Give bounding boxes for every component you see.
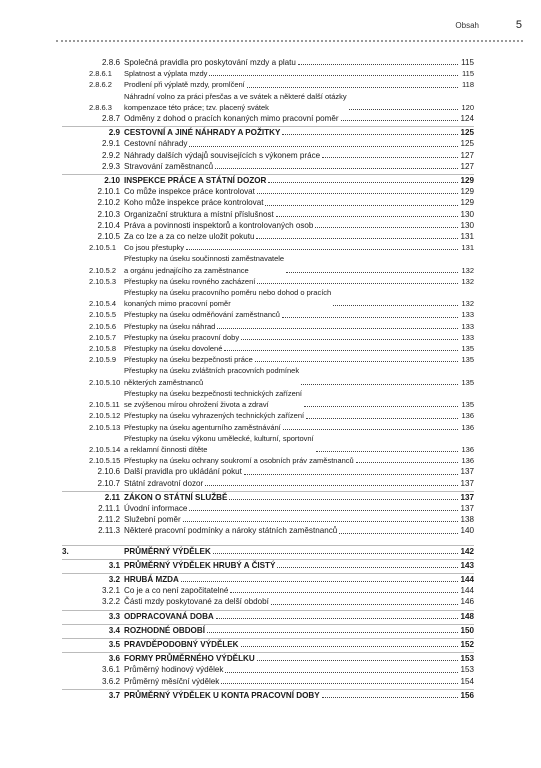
toc-entry-number: 2.9.1 xyxy=(101,139,120,149)
toc-entry-title-line: Přestupky na úseku zvláštních pracovních podmínek xyxy=(124,366,300,376)
toc-entry-title-line: Co je a co není započitatelné xyxy=(124,586,229,596)
toc-entry-page: 154 xyxy=(460,676,474,686)
toc-entry-title xyxy=(124,113,460,124)
toc-entry[interactable] xyxy=(62,276,474,287)
toc-entry[interactable] xyxy=(62,525,474,536)
toc-entry-number: 2.10.5.2 xyxy=(89,265,117,275)
toc-entry-number: 2.11 xyxy=(104,492,120,502)
toc-entry-title xyxy=(124,525,460,536)
toc-entry-page: 144 xyxy=(460,574,474,584)
dot-leader xyxy=(244,474,458,475)
toc-entry-title-line: Přestupky na úseku rovného zacházení xyxy=(124,276,256,286)
dot-leader xyxy=(181,581,458,582)
dot-leader xyxy=(215,168,458,169)
toc-entry-number: 2.10 xyxy=(104,176,120,186)
toc-entry-page: 138 xyxy=(460,515,474,525)
dot-leader xyxy=(301,384,458,385)
toc-entry[interactable] xyxy=(62,113,474,124)
toc-entry-number: 3. xyxy=(62,546,69,556)
toc-entry-page: 136 xyxy=(461,411,474,421)
toc-entry[interactable] xyxy=(62,186,474,197)
toc-entry-title xyxy=(124,365,460,387)
toc-entry-title xyxy=(124,455,460,466)
toc-entry-page: 127 xyxy=(460,161,474,171)
toc-entry-title-line: ODPRACOVANÁ DOBA xyxy=(124,611,214,621)
toc-entry-title-line: Státní zdravotní dozor xyxy=(124,478,204,488)
toc-entry[interactable] xyxy=(62,559,474,571)
toc-entry[interactable] xyxy=(62,332,474,343)
toc-entry-title-line: Přestupky na úseku pracovního poměru nebo dohod o pracích xyxy=(124,288,332,298)
toc-entry-title xyxy=(124,242,460,253)
toc-entry[interactable] xyxy=(62,573,474,585)
toc-entry-page: 115 xyxy=(461,58,474,67)
toc-entry[interactable] xyxy=(62,138,474,149)
toc-entry-number: 3.3 xyxy=(108,611,120,621)
toc-entry-number: 3.2.1 xyxy=(101,586,120,596)
toc-entry-title-line: Koho může inspekce práce kontrolovat xyxy=(124,198,264,208)
toc-entry-title xyxy=(124,690,460,701)
toc-entry-number: 2.10.5.15 xyxy=(89,456,121,466)
toc-entry-title xyxy=(124,560,460,571)
toc-entry[interactable] xyxy=(62,652,474,664)
toc-entry-page: 136 xyxy=(461,422,474,432)
dot-leader xyxy=(322,157,458,158)
dot-leader xyxy=(255,361,458,362)
dot-leader xyxy=(286,272,458,273)
toc-entry-title-line: HRUBÁ MZDA xyxy=(124,574,179,584)
toc-entry-title xyxy=(124,197,460,208)
toc-entry-title xyxy=(124,388,460,410)
toc-entry-page: 135 xyxy=(461,400,474,410)
dot-leader xyxy=(333,305,458,306)
toc-entry-title-line: Průměrný hodinový výdělek xyxy=(124,665,224,675)
dot-leader xyxy=(341,120,458,121)
toc-entry-title xyxy=(124,231,460,242)
toc-entry-number: 2.11.1 xyxy=(98,503,120,513)
toc-entry-page: 153 xyxy=(460,654,474,664)
dot-leader xyxy=(189,146,458,147)
toc-entry-title xyxy=(124,253,460,275)
toc-entry-page: 130 xyxy=(460,220,474,230)
toc-entry-title xyxy=(124,653,460,664)
toc-entry-title-line: Stravování zaměstnanců xyxy=(124,161,214,171)
toc-entry-title-line: ROZHODNÉ OBDOBÍ xyxy=(124,625,205,635)
toc-entry[interactable] xyxy=(62,150,474,161)
toc-entry-title xyxy=(124,91,460,113)
toc-entry-title xyxy=(124,410,460,421)
toc-entry[interactable] xyxy=(62,596,474,607)
toc-entry-title xyxy=(124,574,460,585)
toc-entry-title-line: PRAVDĚPODOBNÝ VÝDĚLEK xyxy=(124,639,239,649)
dot-leader xyxy=(224,350,458,351)
toc-entry[interactable] xyxy=(62,410,474,421)
toc-entry-number: 2.10.5.13 xyxy=(89,422,121,432)
toc-entry-title-line: Průměrný měsíční výdělek xyxy=(124,676,220,686)
toc-entry-number: 2.10.5.10 xyxy=(89,377,121,387)
toc-entry-page: 132 xyxy=(461,265,474,275)
toc-entry-page: 118 xyxy=(462,80,474,90)
toc-entry-page: 132 xyxy=(461,276,474,286)
dot-leader xyxy=(216,618,458,619)
toc-entry-page: 137 xyxy=(460,467,474,477)
toc-entry-title xyxy=(124,585,460,596)
toc-entry-number: 2.10.5.11 xyxy=(89,400,120,410)
toc-entry[interactable] xyxy=(62,503,474,514)
toc-entry-title xyxy=(124,209,460,220)
toc-entry[interactable] xyxy=(62,287,474,309)
toc-entry-page: 153 xyxy=(460,665,474,675)
toc-entry-title-line: FORMY PRŮMĚRNÉHO VÝDĚLKU xyxy=(124,654,255,664)
toc-entry-page: 144 xyxy=(460,586,474,596)
dot-leader xyxy=(230,592,458,593)
dot-leader xyxy=(283,429,458,430)
toc-entry[interactable] xyxy=(62,365,474,387)
toc-entry-title-line: Přestupky na úseku pracovní doby xyxy=(124,332,240,342)
toc-entry-page: 136 xyxy=(461,456,474,466)
toc-entry[interactable] xyxy=(62,126,474,138)
toc-entry-title-line: Přestupky na úseku ochrany soukromí a osobních práv zaměstnanců xyxy=(124,456,354,466)
toc-entry[interactable] xyxy=(62,68,474,79)
dot-leader xyxy=(209,75,458,76)
toc-entry-title-line: Přestupky na úseku dovolené xyxy=(124,344,223,354)
toc-entry-title-line: Prodlení při výplatě mzdy, promlčení xyxy=(124,80,245,90)
toc-entry-title xyxy=(124,596,460,607)
dot-leader xyxy=(277,567,458,568)
toc-entry-page: 133 xyxy=(461,321,474,331)
toc-entry[interactable] xyxy=(62,354,474,365)
toc-entry-page: 135 xyxy=(461,344,474,354)
toc-entry-title xyxy=(124,639,460,650)
dot-leader xyxy=(186,249,458,250)
toc-entry[interactable] xyxy=(62,491,474,503)
toc-entry-number: 3.4 xyxy=(108,625,120,635)
toc-entry-page: 132 xyxy=(461,299,474,309)
dot-leader xyxy=(349,109,458,110)
dot-leader xyxy=(339,533,458,534)
toc-entry-title xyxy=(124,57,460,68)
toc-entry-number: 2.8.6 xyxy=(101,58,120,67)
toc-entry-page: 133 xyxy=(461,332,474,342)
toc-entry-page: 135 xyxy=(461,377,474,387)
toc-entry[interactable] xyxy=(62,91,474,113)
toc-entry-title-line: Náhradní volno za práci přesčas a ve svátek a některé další otázky xyxy=(124,91,347,101)
page-header xyxy=(0,19,541,39)
dot-leader xyxy=(229,499,458,500)
toc-entry-title-line: Některé pracovní podmínky a nároky státních zaměstnanců xyxy=(124,526,338,536)
dot-leader xyxy=(183,521,458,522)
toc-entry-number: 2.8.6.2 xyxy=(89,80,112,90)
toc-entry-title xyxy=(124,546,460,557)
toc-entry-page: 137 xyxy=(460,503,474,513)
toc-entry-number: 3.6.1 xyxy=(101,665,120,675)
toc-entry[interactable] xyxy=(62,161,474,172)
toc-entry-page: 152 xyxy=(460,639,474,649)
toc-entry-number: 2.11.3 xyxy=(98,526,120,536)
toc-entry-title xyxy=(124,492,460,503)
dot-leader xyxy=(282,134,458,135)
toc-entry-title xyxy=(124,150,460,161)
toc-entry-number: 2.10.5.7 xyxy=(89,332,117,342)
toc-entry-title-line: Splatnost a výplata mzdy xyxy=(124,69,208,79)
toc-entry-page: 120 xyxy=(461,102,474,112)
toc-entry-title xyxy=(124,186,460,197)
dot-leader xyxy=(276,216,458,217)
toc-entry-title-line: Co jsou přestupky xyxy=(124,243,185,253)
toc-entry-number: 2.10.1 xyxy=(97,187,120,197)
toc-entry-page: 146 xyxy=(460,597,474,607)
toc-entry-title-line: PRŮMĚRNÝ VÝDĚLEK xyxy=(124,546,211,556)
table-of-contents xyxy=(62,57,474,701)
toc-entry-number: 2.10.5 xyxy=(97,232,120,242)
dot-leader xyxy=(282,317,458,318)
toc-entry-title-line: Další pravidla pro ukládání pokut xyxy=(124,467,242,477)
header-dotted-divider xyxy=(56,40,523,42)
toc-entry-title-line: Odměny z dohod o pracích konaných mimo pracovní poměr xyxy=(124,114,339,124)
dot-leader xyxy=(247,87,458,88)
toc-entry-number: 2.10.4 xyxy=(97,220,120,230)
toc-entry-number: 3.2 xyxy=(108,574,120,584)
toc-entry-page: 115 xyxy=(462,69,474,79)
toc-entry-title-line: Přestupky na úseku odměňování zaměstnanců xyxy=(124,310,280,320)
toc-entry[interactable] xyxy=(62,209,474,220)
toc-entry-number: 2.9.3 xyxy=(101,161,120,171)
toc-entry[interactable] xyxy=(62,478,474,489)
toc-entry-page: 142 xyxy=(460,546,474,556)
toc-entry[interactable] xyxy=(62,514,474,525)
dot-leader xyxy=(221,683,458,684)
toc-entry-title-line: CESTOVNÍ A JINÉ NÁHRADY A POŽITKY xyxy=(124,128,281,138)
toc-entry-title-line: Náhrady dalších výdajů souvisejících s výkonem práce xyxy=(124,150,321,160)
toc-entry-title-line: Co může inspekce práce kontrolovat xyxy=(124,187,255,197)
toc-entry-title xyxy=(124,676,460,687)
toc-entry-number: 2.10.7 xyxy=(97,478,120,488)
toc-entry[interactable] xyxy=(62,253,474,275)
toc-entry[interactable] xyxy=(62,585,474,596)
toc-entry-number: 2.8.6.3 xyxy=(89,102,112,112)
toc-entry-title xyxy=(124,343,460,354)
toc-entry-page: 148 xyxy=(460,611,474,621)
toc-entry-page: 129 xyxy=(460,187,474,197)
toc-entry-page: 156 xyxy=(460,690,474,700)
toc-entry-title-line: Organizační struktura a místní příslušnost xyxy=(124,209,274,219)
toc-entry-title-line: PRŮMĚRNÝ VÝDĚLEK HRUBÝ A ČISTÝ xyxy=(124,560,276,570)
toc-entry[interactable] xyxy=(62,638,474,650)
toc-entry-page: 137 xyxy=(460,492,474,502)
toc-entry[interactable] xyxy=(62,321,474,332)
toc-entry[interactable] xyxy=(62,545,474,557)
toc-entry[interactable] xyxy=(62,422,474,433)
dot-leader xyxy=(265,205,458,206)
toc-entry-page: 130 xyxy=(460,209,474,219)
dot-leader xyxy=(316,451,458,452)
toc-entry-page: 136 xyxy=(461,444,474,454)
toc-entry-number: 2.9.2 xyxy=(101,150,120,160)
toc-entry-title xyxy=(124,161,460,172)
toc-entry-title-line: ZÁKON O STÁTNÍ SLUŽBĚ xyxy=(124,492,228,502)
toc-entry-title xyxy=(124,175,460,186)
toc-entry[interactable] xyxy=(62,309,474,320)
toc-entry[interactable] xyxy=(62,388,474,410)
toc-entry[interactable] xyxy=(62,242,474,253)
dot-leader xyxy=(304,406,458,407)
toc-entry-number: 2.11.2 xyxy=(98,515,120,525)
toc-entry-title-line: Přestupky na úseku vyhrazených technických zařízení xyxy=(124,411,305,421)
toc-entry[interactable] xyxy=(62,676,474,687)
toc-entry[interactable] xyxy=(62,174,474,186)
toc-entry-number: 3.5 xyxy=(108,639,120,649)
toc-entry-page: 137 xyxy=(460,478,474,488)
toc-entry-title xyxy=(124,79,460,90)
dot-leader xyxy=(241,646,458,647)
toc-entry-page: 133 xyxy=(461,310,474,320)
toc-entry-page: 143 xyxy=(460,560,474,570)
dot-leader xyxy=(306,418,458,419)
toc-entry[interactable] xyxy=(62,624,474,636)
toc-entry-number: 2.10.2 xyxy=(97,198,120,208)
toc-entry-page: 127 xyxy=(460,150,474,160)
dot-leader xyxy=(322,697,458,698)
toc-entry-number: 2.10.3 xyxy=(97,209,120,219)
dot-leader xyxy=(256,238,458,239)
toc-entry-title xyxy=(124,287,460,309)
toc-entry-page: 131 xyxy=(461,243,474,253)
toc-entry[interactable] xyxy=(62,343,474,354)
dot-leader xyxy=(257,283,458,284)
toc-entry-title-line: Úvodní informace xyxy=(124,503,188,513)
dot-leader xyxy=(241,339,458,340)
toc-entry-title xyxy=(124,466,460,477)
toc-entry-title-line: a reklamní činnosti dítěte xyxy=(124,444,208,454)
page-number: 5 xyxy=(515,19,522,31)
toc-entry[interactable] xyxy=(62,466,474,477)
dot-leader xyxy=(189,510,458,511)
running-header-title: Obsah xyxy=(455,21,479,30)
toc-entry-title xyxy=(124,321,460,332)
toc-entry-page: 129 xyxy=(460,176,474,186)
toc-entry-page: 135 xyxy=(461,355,474,365)
toc-entry-number: 3.2.2 xyxy=(101,597,120,607)
toc-entry-title xyxy=(124,138,460,149)
toc-entry-title-line: a orgánu jednajícího za zaměstnance xyxy=(124,265,249,275)
toc-entry-title-line: Práva a povinnosti inspektorů a kontrolovaných osob xyxy=(124,220,314,230)
toc-entry-number: 2.10.5.6 xyxy=(89,321,117,331)
dot-leader xyxy=(298,64,458,65)
toc-entry-page: 124 xyxy=(460,114,474,124)
toc-entry-number: 2.10.5.9 xyxy=(89,355,117,365)
toc-entry-page: 129 xyxy=(460,198,474,208)
dot-leader xyxy=(225,672,458,673)
dot-leader xyxy=(207,632,458,633)
toc-entry[interactable] xyxy=(62,197,474,208)
toc-entry-number: 2.10.6 xyxy=(97,467,120,477)
toc-entry-page: 125 xyxy=(460,139,474,149)
toc-entry-title xyxy=(124,127,460,138)
toc-entry-title-line: Přestupky na úseku bezpečnosti technických zařízení xyxy=(124,388,303,398)
toc-entry-title xyxy=(124,332,460,343)
toc-entry-title xyxy=(124,354,460,365)
toc-entry-number: 3.7 xyxy=(108,690,120,700)
toc-entry-number: 3.6.2 xyxy=(101,676,120,686)
toc-entry-title-line: Přestupky na úseku bezpečnosti práce xyxy=(124,355,253,365)
toc-entry-title-line: PRŮMĚRNÝ VÝDĚLEK U KONTA PRACOVNÍ DOBY xyxy=(124,690,320,700)
toc-entry[interactable] xyxy=(62,79,474,90)
toc-entry-page: 140 xyxy=(460,526,474,536)
toc-entry[interactable] xyxy=(62,455,474,466)
toc-entry-title xyxy=(124,422,460,433)
toc-entry-title-line: Společná pravidla pro poskytování mzdy a platu xyxy=(124,58,296,67)
toc-entry-title xyxy=(124,478,460,489)
toc-entry[interactable] xyxy=(62,231,474,242)
toc-entry-title xyxy=(124,68,460,79)
toc-entry-number: 2.10.5.12 xyxy=(89,411,121,421)
toc-entry-title-line: konaných mimo pracovní poměr xyxy=(124,299,231,309)
dot-leader xyxy=(271,604,458,605)
toc-entry-page: 131 xyxy=(460,232,474,242)
toc-entry-page: 125 xyxy=(460,128,474,138)
toc-entry-title-line: některých zaměstnanců xyxy=(124,377,204,387)
dot-leader xyxy=(356,462,458,463)
toc-entry-number: 2.10.5.5 xyxy=(89,310,117,320)
toc-entry-number: 2.8.7 xyxy=(101,114,120,124)
toc-entry-number: 2.8.6.1 xyxy=(89,69,112,79)
toc-entry-title-line: Části mzdy poskytované za delší období xyxy=(124,597,269,607)
toc-entry[interactable] xyxy=(62,610,474,622)
toc-entry-title-line: se zvýšenou mírou ohrožení života a zdraví xyxy=(124,400,269,410)
toc-entry-number: 2.10.5.1 xyxy=(89,243,117,253)
toc-entry[interactable] xyxy=(62,433,474,455)
dot-leader xyxy=(268,182,458,183)
toc-entry[interactable] xyxy=(62,220,474,231)
toc-entry-title-line: Přestupky na úseku výkonu umělecké, kulturní, sportovní xyxy=(124,433,314,443)
toc-entry-number: 2.9 xyxy=(108,128,120,138)
toc-entry-title-line: INSPEKCE PRÁCE A STÁTNÍ DOZOR xyxy=(124,176,267,186)
toc-entry-title-line: Přestupky na úseku náhrad xyxy=(124,321,216,331)
toc-entry-number: 2.10.5.8 xyxy=(89,344,117,354)
dot-leader xyxy=(257,193,458,194)
toc-entry-title xyxy=(124,309,460,320)
toc-entry-title xyxy=(124,664,460,675)
toc-entry-number: 3.1 xyxy=(108,560,120,570)
toc-entry-title xyxy=(124,503,460,514)
toc-entry[interactable] xyxy=(62,664,474,675)
toc-entry-title xyxy=(124,611,460,622)
dot-leader xyxy=(213,553,458,554)
toc-entry-title-line: Přestupky na úseku agenturního zaměstnávání xyxy=(124,422,281,432)
toc-entry-title xyxy=(124,276,460,287)
toc-entry-page: 150 xyxy=(460,625,474,635)
toc-entry-title-line: Cestovní náhrady xyxy=(124,139,188,149)
dot-leader xyxy=(315,227,458,228)
dot-leader xyxy=(257,660,458,661)
dot-leader xyxy=(205,485,458,486)
toc-entry[interactable] xyxy=(62,57,474,68)
toc-entry[interactable] xyxy=(62,689,474,701)
toc-entry-number: 2.10.5.4 xyxy=(89,299,117,309)
toc-entry-title xyxy=(124,514,460,525)
toc-entry-number: 3.6 xyxy=(108,654,120,664)
toc-entry-title-line: Přestupky na úseku součinnosti zaměstnavatele xyxy=(124,254,285,264)
dot-leader xyxy=(217,328,458,329)
toc-entry-number: 2.10.5.14 xyxy=(89,444,121,454)
toc-entry-number: 2.10.5.3 xyxy=(89,276,117,286)
toc-entry-title-line: kompenzace této práce; tzv. placený svátek xyxy=(124,102,269,112)
toc-entry-title xyxy=(124,433,460,455)
toc-entry-title xyxy=(124,625,460,636)
toc-entry-title-line: Za co lze a za co nelze uložit pokutu xyxy=(124,232,255,242)
toc-entry-title xyxy=(124,220,460,231)
toc-entry-title-line: Služební poměr xyxy=(124,515,181,525)
